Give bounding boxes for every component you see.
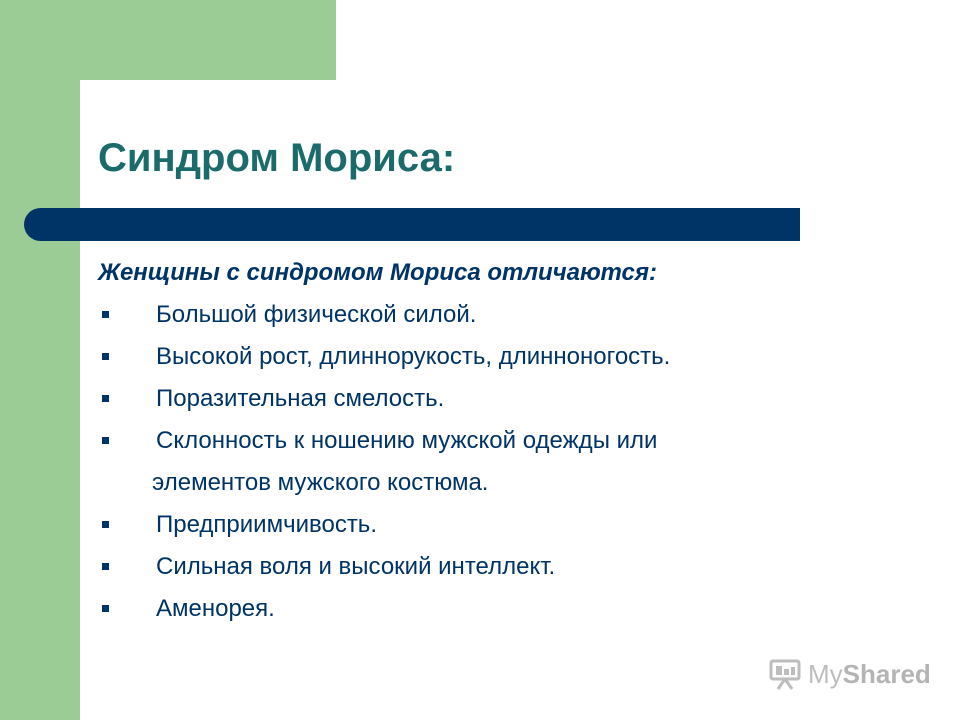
square-bullet-icon — [102, 311, 109, 318]
list-item — [98, 546, 898, 588]
square-bullet-icon — [102, 521, 109, 528]
square-bullet-icon — [102, 563, 109, 570]
intro-text: Женщины с синдромом Мориса отличаются: — [98, 259, 657, 286]
watermark-prefix: My — [808, 658, 843, 689]
list-item-text: Склонность к ношению мужской одежды или — [156, 427, 658, 454]
list-item — [98, 294, 898, 336]
list-item-text: Сильная воля и высокий интеллект. — [156, 553, 556, 580]
list-item — [98, 504, 898, 546]
list-item-text: элементов мужского костюма. — [152, 469, 489, 496]
list-item-text: Поразительная смелость. — [156, 385, 445, 412]
top-green-band — [0, 0, 336, 80]
watermark-brand: Shared — [842, 658, 931, 689]
square-bullet-icon — [102, 395, 109, 402]
title-underline-bar — [24, 208, 800, 241]
list-item — [98, 420, 898, 462]
list-item-continuation — [98, 462, 898, 504]
list-item — [98, 336, 898, 378]
list-item — [98, 378, 898, 420]
list-item-text: Высокой рост, длиннорукость, длинноногость. — [156, 343, 671, 370]
presentation-board-icon — [768, 658, 802, 690]
watermark-text — [808, 659, 931, 690]
list-item-text: Предприимчивость. — [156, 511, 377, 538]
bullet-list — [98, 294, 898, 630]
list-item-text: Аменорея. — [156, 595, 275, 622]
list-item-text: Большой физической силой. — [156, 301, 477, 328]
square-bullet-icon — [102, 353, 109, 360]
list-item — [98, 588, 898, 630]
slide-title: Синдром Мориса: — [98, 136, 456, 180]
slide-body — [98, 252, 898, 630]
square-bullet-icon — [102, 437, 109, 444]
left-green-band — [0, 0, 80, 720]
square-bullet-icon — [102, 605, 109, 612]
myshared-watermark — [768, 656, 931, 692]
